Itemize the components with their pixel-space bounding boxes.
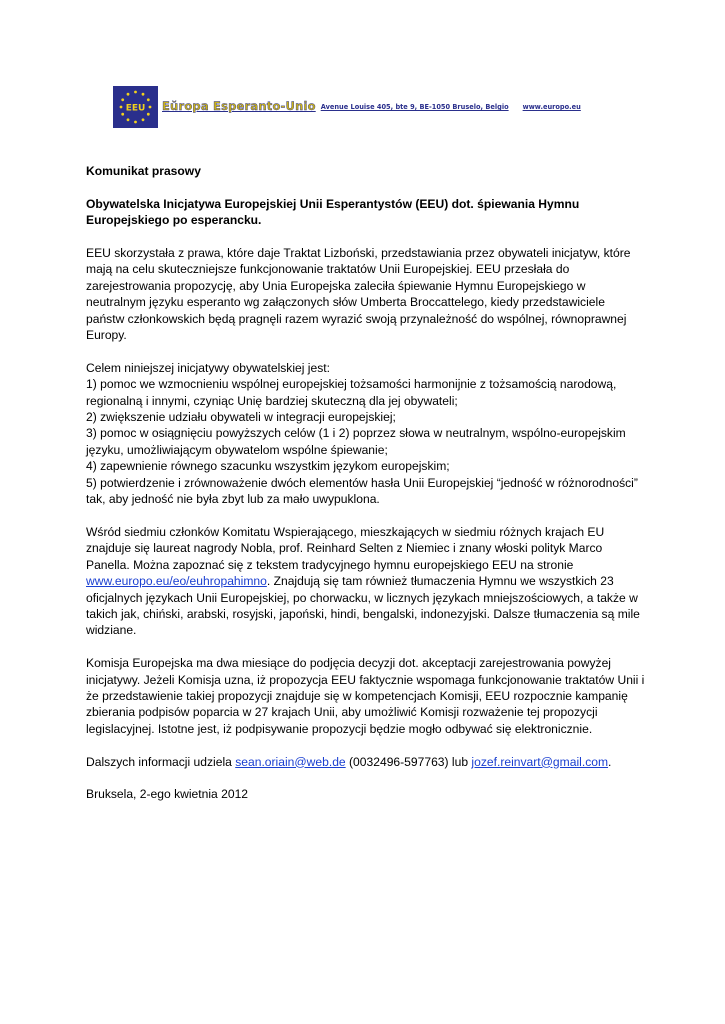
letterhead — [113, 86, 581, 128]
contact-line — [86, 754, 646, 770]
logo-text: EEU — [125, 103, 146, 114]
date-line: Bruksela, 2-ego kwietnia 2012 — [86, 787, 249, 802]
email-link-reinvart[interactable]: jozef.reinvart@gmail.com — [471, 754, 609, 769]
list-item: 4) zapewnienie równego szacunku wszystkim językom europejskim; — [86, 459, 450, 474]
list-item: 3) pomoc w osiągnięciu powyższych celów (1 i 2) poprzez słowa w neutralnym, wspólno-europejskim języku, umożliwiającym obywatelom wspólne śpiewanie; — [86, 426, 626, 457]
list-item: 5) potwierdzenie i zrównoważenie dwóch elementów hasła Unii Europejskiej “jedność w różnorodności” tak, aby jedność nie była zbyt lub za mało uwypuklona. — [86, 475, 638, 507]
organization-website[interactable]: www.europo.eu — [522, 103, 581, 112]
list-item: 1) pomoc we wzmocnieniu wspólnej europejskiej tożsamości harmonijnie z tożsamością narodową, regionalną i innymi, czyniąc Unię bardziej skuteczną dla jej obywateli; — [86, 377, 617, 408]
email-link-oriain[interactable]: sean.oriain@web.de — [235, 754, 346, 769]
eu-stars-icon — [113, 86, 158, 128]
contact-period: . — [608, 754, 612, 769]
hymn-link[interactable]: www.europo.eu/eo/euhropahimno — [86, 574, 267, 589]
contact-phone: (0032496-597763) lub — [345, 754, 472, 769]
contact-label: Dalszych informacji udziela — [86, 754, 236, 769]
paragraph-committee — [86, 524, 646, 639]
list-intro: Celem niniejszej inicjatywy obywatelskiej jest: — [86, 360, 330, 375]
document-title: Obywatelska Inicjatywa Europejskiej Unii Esperantystów (EEU) dot. śpiewania Hymnu Europejskiego po esperancku. — [86, 196, 580, 228]
organization-name: Eŭropa Esperanto-Unio — [162, 98, 316, 113]
objectives-list — [86, 360, 646, 508]
eeu-logo — [113, 86, 158, 128]
paragraph-intro: EEU skorzystała z prawa, które daje Traktat Lizboński, przedstawiania przez obywateli inicjatyw, które mają na celu skuteczniejsze funkcjonowanie traktatów Unii Europejskiej. EEU przesłała do zarejestrowania propozycję, aby Unia Europejska zaleciła śpiewanie Hymnu Europejskiego w neutralnym języku esperanto wg załączonych słów Umberta Broccattelego, kiedy przedstawiciele państw członkowskich będą pragnęli razem wyrazić swoją przynależność do wspólnej, równoprawnej Europy. — [86, 246, 631, 343]
organization-address: Avenue Louise 405, bte 9, BE-1050 Bruselo, Belgio — [320, 103, 509, 112]
heading: Komunikat prasowy — [86, 164, 201, 178]
list-item: 2) zwiększenie udziału obywateli w integracji europejskiej; — [86, 410, 396, 425]
press-release-body — [86, 163, 646, 819]
translations-text: . Znajdują się tam również tłumaczenia Hymnu we wszystkich 23 oficjalnych językach Unii Europejskiej, po chorwacku, w licznych językach mniejszościowych, a także w takich jak, chiński, arabski, rosyjski, japoński, hindi, bengalski, indonezyjski. Dalsze tłumaczenia są mile widziane. — [86, 574, 640, 638]
committee-text: Wśród siedmiu członków Komitatu Wspierającego, mieszkających w siedmiu różnych krajach EU znajduje się laureat nagrody Nobla, prof. Reinhard Selten z Niemiec i znany włoski polityk Marco Panella. Można zapoznać się z tekstem tradycyjnego hymnu europejskiego EEU na stronie — [86, 524, 605, 572]
paragraph-commission: Komisja Europejska ma dwa miesiące do podjęcia decyzji dot. akceptacji zarejestrowania powyżej inicjatywy. Jeżeli Komisja uzna, iż propozycja EEU faktycznie wspomaga funkcjonowanie traktatów Unii i że przedstawienie takiej propozycji znajduje się w kompetencjach Komisji, EEU rozpocznie kampanię zbierania podpisów poparcia w 27 krajach Unii, aby umożliwić Komisji rozważenie tej propozycji legislacyjnej. Istotne jest, iż podpisywanie propozycji będzie mogło odbywać się elektronicznie. — [86, 656, 645, 736]
